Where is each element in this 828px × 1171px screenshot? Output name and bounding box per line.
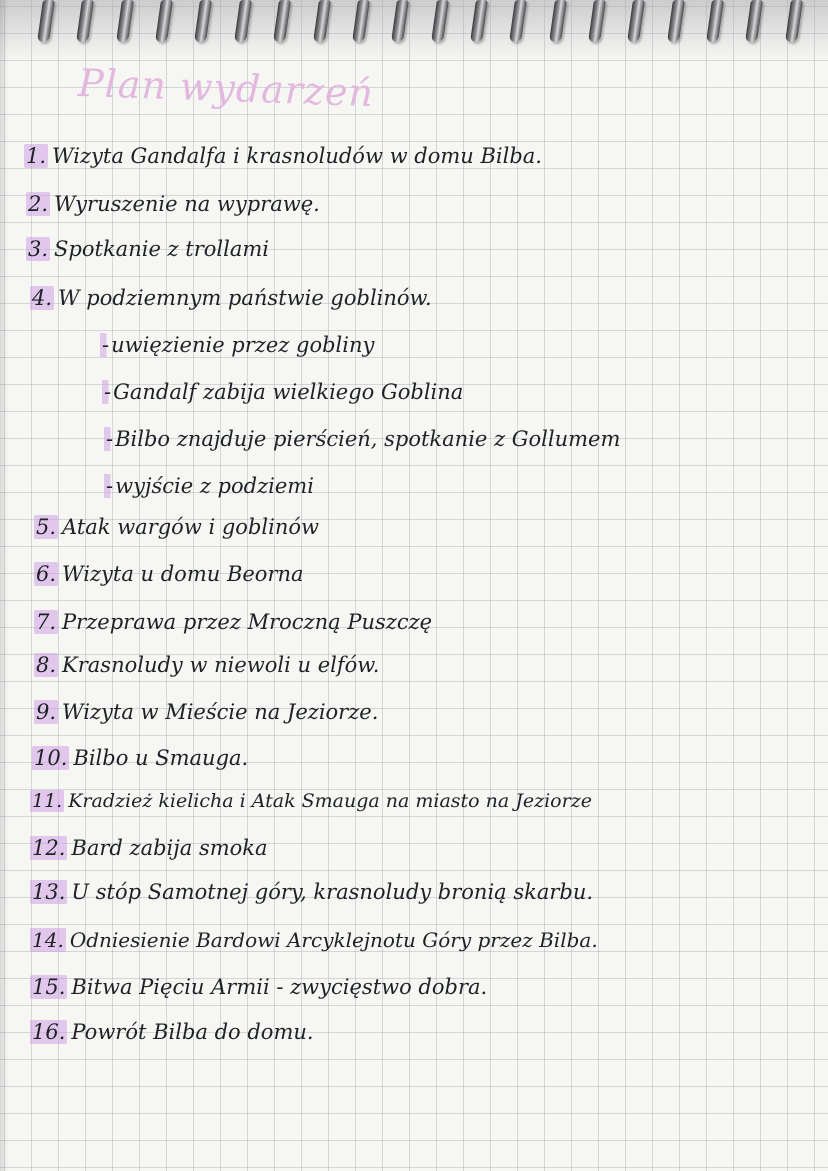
list-item: 7. Przeprawa przez Mroczną Puszczę <box>36 610 433 634</box>
list-item: -Bilbo znajduje pierścień, spotkanie z Gollumem <box>106 427 621 451</box>
page-title: Plan wydarzeń <box>77 60 375 116</box>
list-item: 15. Bitwa Pięciu Armii - zwycięstwo dobra. <box>32 975 488 999</box>
list-item: 11. Kradzież kielicha i Atak Smauga na miasto na Jeziorze <box>32 790 592 812</box>
list-item: 4. W podziemnym państwie goblinów. <box>32 286 432 310</box>
list-item: 9. Wizyta w Mieście na Jeziorze. <box>36 700 379 724</box>
list-item: 1. Wizyta Gandalfa i krasnoludów w domu Bilba. <box>26 144 542 168</box>
list-item: -uwięzienie przez gobliny <box>102 333 375 357</box>
list-item: 16. Powrót Bilba do domu. <box>32 1020 314 1044</box>
list-item: 3. Spotkanie z trollami <box>28 237 269 261</box>
list-item: -Gandalf zabija wielkiego Goblina <box>104 380 464 404</box>
list-item: 8. Krasnoludy w niewoli u elfów. <box>36 653 380 677</box>
list-item: 2. Wyruszenie na wyprawę. <box>28 192 320 216</box>
list-item: 12. Bard zabija smoka <box>32 836 268 860</box>
list-item: 6. Wizyta u domu Beorna <box>36 562 304 586</box>
list-item: 10. Bilbo u Smauga. <box>34 746 249 770</box>
list-item: -wyjście z podziemi <box>106 474 314 498</box>
list-item: 14. Odniesienie Bardowi Arcyklejnotu Góry przez Bilba. <box>32 928 598 952</box>
list-item: 13. U stóp Samotnej góry, krasnoludy bronią skarbu. <box>32 880 594 904</box>
list-item: 5. Atak wargów i goblinów <box>36 515 319 539</box>
